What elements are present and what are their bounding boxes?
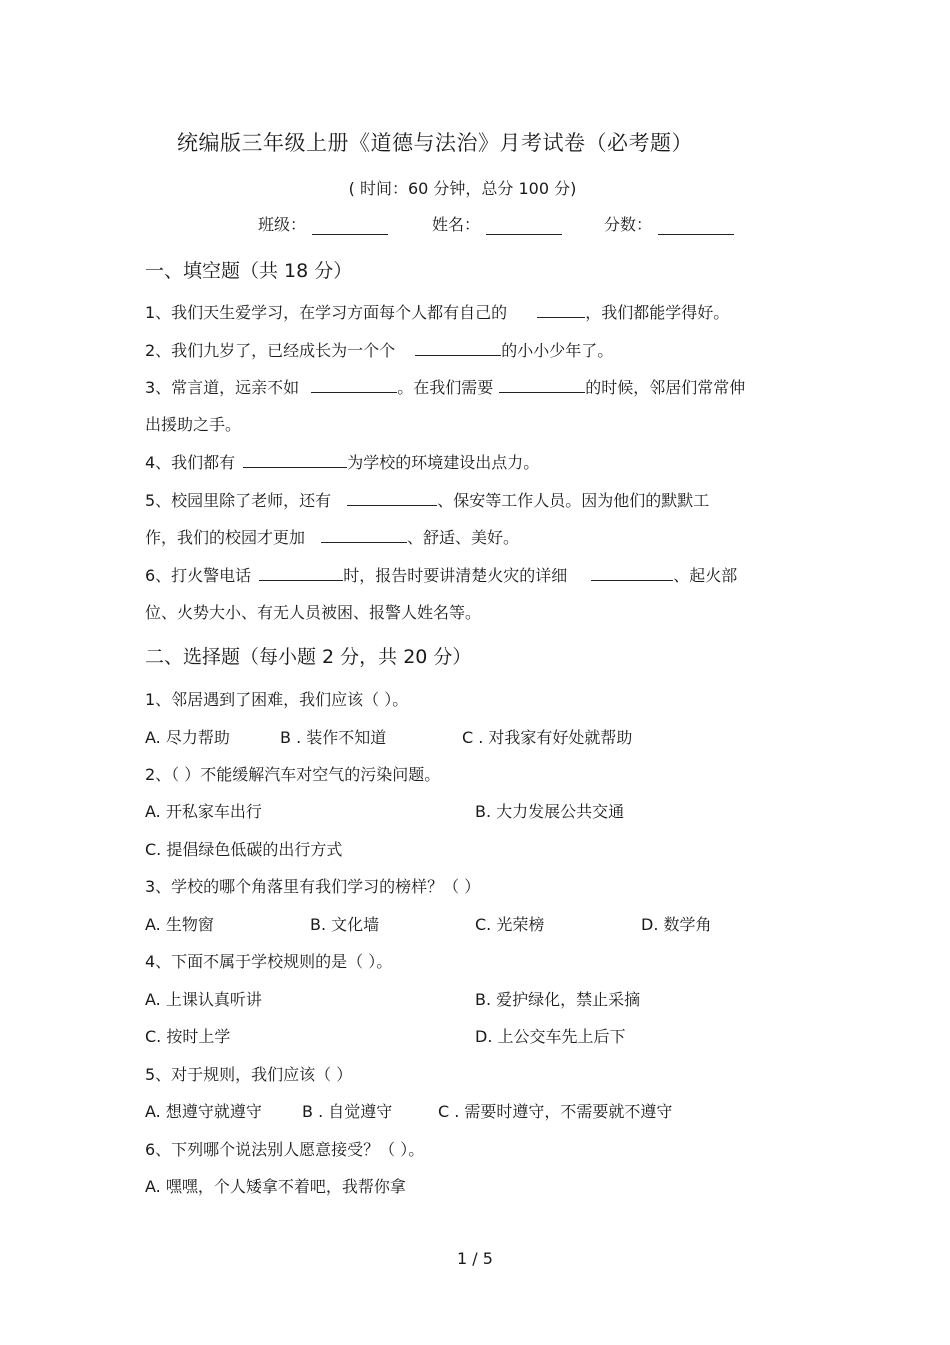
q2-option-a[interactable]: A. 开私家车出行: [145, 802, 262, 821]
q5-option-c[interactable]: C . 需要时遵守，不需要就不遵守: [438, 1102, 673, 1121]
choice-question-6: 6、下列哪个说法别人愿意接受？（ ）。: [145, 1140, 425, 1159]
class-field: [258, 212, 388, 235]
q2-option-c[interactable]: C. 提倡绿色低碳的出行方式: [145, 840, 343, 859]
score-field: [604, 212, 734, 235]
exam-title: 统编版三年级上册《道德与法治》月考试卷（必考题）: [177, 131, 693, 155]
q1-text-a: 1、我们天生爱学习，在学习方面每个人都有自己的: [145, 303, 508, 322]
q5-blank-2[interactable]: [321, 526, 407, 543]
q1-text-b: ，我们都能学得好。: [585, 303, 730, 322]
q4-option-c[interactable]: C. 按时上学: [145, 1027, 231, 1046]
choice-question-1: 1、邻居遇到了困难，我们应该（ ）。: [145, 690, 409, 709]
section-fill-in-heading: 一、填空题（共 18 分）: [145, 260, 353, 282]
q1-option-c[interactable]: C . 对我家有好处就帮助: [462, 728, 633, 747]
fill-question-5: [145, 488, 709, 511]
q5-blank-1[interactable]: [347, 489, 437, 506]
q6-text-a: 6、打火警电话: [145, 566, 252, 585]
q3-option-a[interactable]: A. 生物窗: [145, 915, 214, 934]
section-choice-heading: 二、选择题（每小题 2 分，共 20 分）: [145, 646, 472, 668]
q4-text-a: 4、我们都有: [145, 453, 236, 472]
q3-text-b: 。在我们需要: [397, 378, 494, 397]
q3-blank-1[interactable]: [311, 376, 397, 393]
q3-text-c: 的时候，邻居们常常伸: [585, 378, 746, 397]
name-field: [432, 212, 562, 235]
class-label: 班级：: [258, 215, 307, 234]
q6-text-c: 、起火部: [673, 566, 738, 585]
q3-option-d[interactable]: D. 数学角: [641, 915, 712, 934]
name-blank[interactable]: [486, 216, 562, 235]
class-blank[interactable]: [312, 216, 388, 235]
fill-question-4: [145, 450, 539, 473]
exam-subtitle: ( 时间：60 分钟，总分 100 分): [348, 179, 577, 198]
q5-option-b[interactable]: B . 自觉遵守: [302, 1102, 393, 1121]
q4-option-b[interactable]: B. 爱护绿化，禁止采摘: [475, 990, 641, 1009]
q1-option-b[interactable]: B . 装作不知道: [280, 728, 387, 747]
q2-text-b: 的小小少年了。: [501, 341, 614, 360]
choice-question-4: 4、下面不属于学校规则的是（ ）。: [145, 952, 393, 971]
q5-text-a: 5、校园里除了老师，还有: [145, 491, 332, 510]
q6-blank-2[interactable]: [591, 564, 673, 581]
choice-question-3: 3、学校的哪个角落里有我们学习的榜样？（ ）: [145, 877, 481, 896]
fill-question-6-cont: 位、火势大小、有无人员被困、报警人姓名等。: [145, 603, 482, 622]
fill-question-3-cont: 出援助之手。: [145, 415, 242, 434]
q6-blank-1[interactable]: [259, 564, 343, 581]
q3-blank-2[interactable]: [499, 376, 585, 393]
q6-text-b: 时，报告时要讲清楚火灾的详细: [343, 566, 568, 585]
name-label: 姓名：: [432, 215, 481, 234]
q5-text-d: 、舒适、美好。: [407, 528, 520, 547]
score-label: 分数：: [604, 215, 653, 234]
q5-text-b: 、保安等工作人员。因为他们的默默工: [437, 491, 710, 510]
q1-blank[interactable]: [537, 301, 585, 318]
q3-text-a: 3、常言道，远亲不如: [145, 378, 300, 397]
choice-question-2: 2、（ ）不能缓解汽车对空气的污染问题。: [145, 765, 441, 784]
fill-question-1: [145, 300, 729, 323]
fill-question-2: [145, 338, 613, 361]
q4-option-d[interactable]: D. 上公交车先上后下: [475, 1027, 626, 1046]
q3-option-b[interactable]: B. 文化墙: [310, 915, 380, 934]
fill-question-3: [145, 375, 745, 398]
q6-option-a[interactable]: A. 嘿嘿，个人矮拿不着吧，我帮你拿: [145, 1177, 406, 1196]
choice-question-5: 5、对于规则，我们应该（ ）: [145, 1065, 353, 1084]
q2-blank[interactable]: [415, 339, 501, 356]
page-number: 1 / 5: [457, 1249, 493, 1268]
q4-blank[interactable]: [243, 451, 347, 468]
q2-text-a: 2、我们九岁了，已经成长为一个个: [145, 341, 396, 360]
q2-option-b[interactable]: B. 大力发展公共交通: [475, 802, 625, 821]
fill-question-5-cont: [145, 525, 519, 548]
q5-text-c: 作，我们的校园才更加: [145, 528, 306, 547]
q4-text-b: 为学校的环境建设出点力。: [347, 453, 540, 472]
fill-question-6: [145, 563, 737, 586]
q3-option-c[interactable]: C. 光荣榜: [475, 915, 545, 934]
q1-option-a[interactable]: A. 尽力帮助: [145, 728, 230, 747]
score-blank[interactable]: [658, 216, 734, 235]
student-info-row: [0, 212, 950, 238]
q4-option-a[interactable]: A. 上课认真听讲: [145, 990, 262, 1009]
q5-option-a[interactable]: A. 想遵守就遵守: [145, 1102, 262, 1121]
